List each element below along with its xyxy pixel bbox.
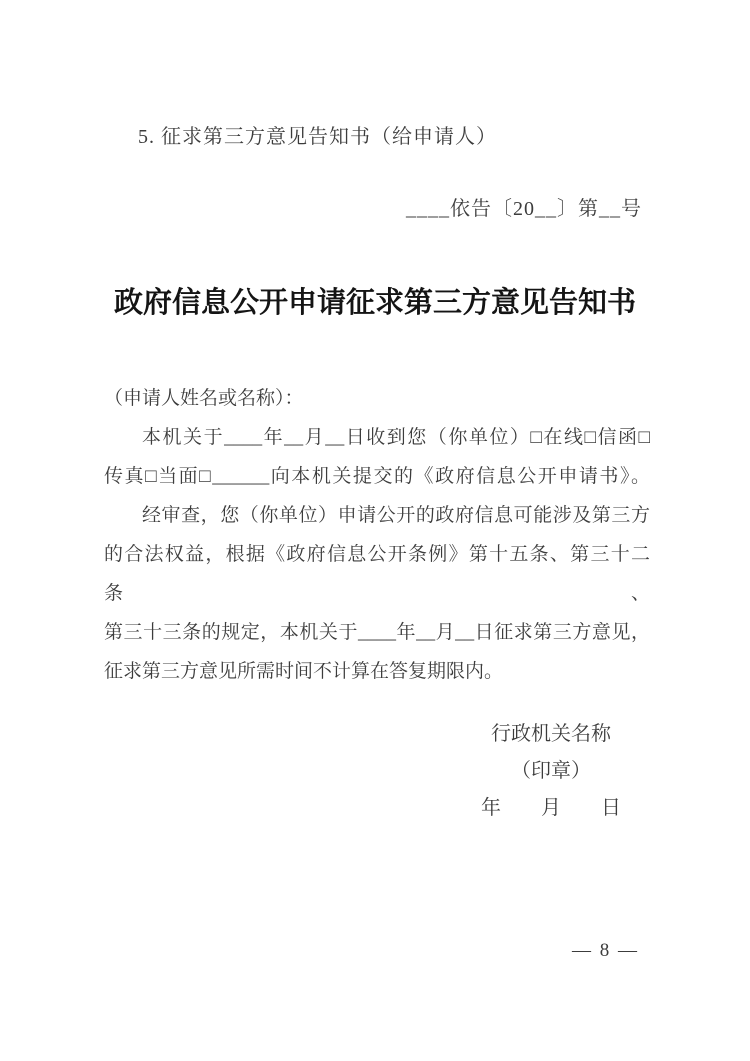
body-line: 的合法权益，根据《政府信息公开条例》第十五条、第三十二条、 — [104, 544, 650, 604]
page-number: — 8 — — [572, 940, 639, 961]
body-line: 征求第三方意见所需时间不计算在答复期限内。 — [104, 661, 504, 682]
signature-block — [456, 716, 646, 827]
body-line: 本机关于____年__月__日收到您（你单位）□在线□信函□ — [142, 427, 650, 448]
body-line: 传真□当面□______向本机关提交的《政府信息公开申请书》。 — [104, 466, 650, 487]
applicant-name-line: （申请人姓名或名称）： — [104, 388, 304, 409]
body-line: 第三十三条的规定，本机关于____年__月__日征求第三方意见， — [104, 622, 650, 643]
document-body — [104, 379, 650, 691]
attachment-item-heading: 5. 征求第三方意见告知书（给申请人） — [138, 126, 497, 148]
document-title: 政府信息公开申请征求第三方意见告知书 — [113, 287, 636, 319]
seal-line: （印章） — [511, 760, 591, 782]
agency-name-line: 行政机关名称 — [491, 723, 611, 745]
body-line: 经审查，您（你单位）申请公开的政府信息可能涉及第三方 — [142, 505, 650, 526]
date-line: 年 月 日 — [481, 797, 621, 819]
document-reference-number: ____依告〔20__〕第__号 — [406, 198, 642, 220]
